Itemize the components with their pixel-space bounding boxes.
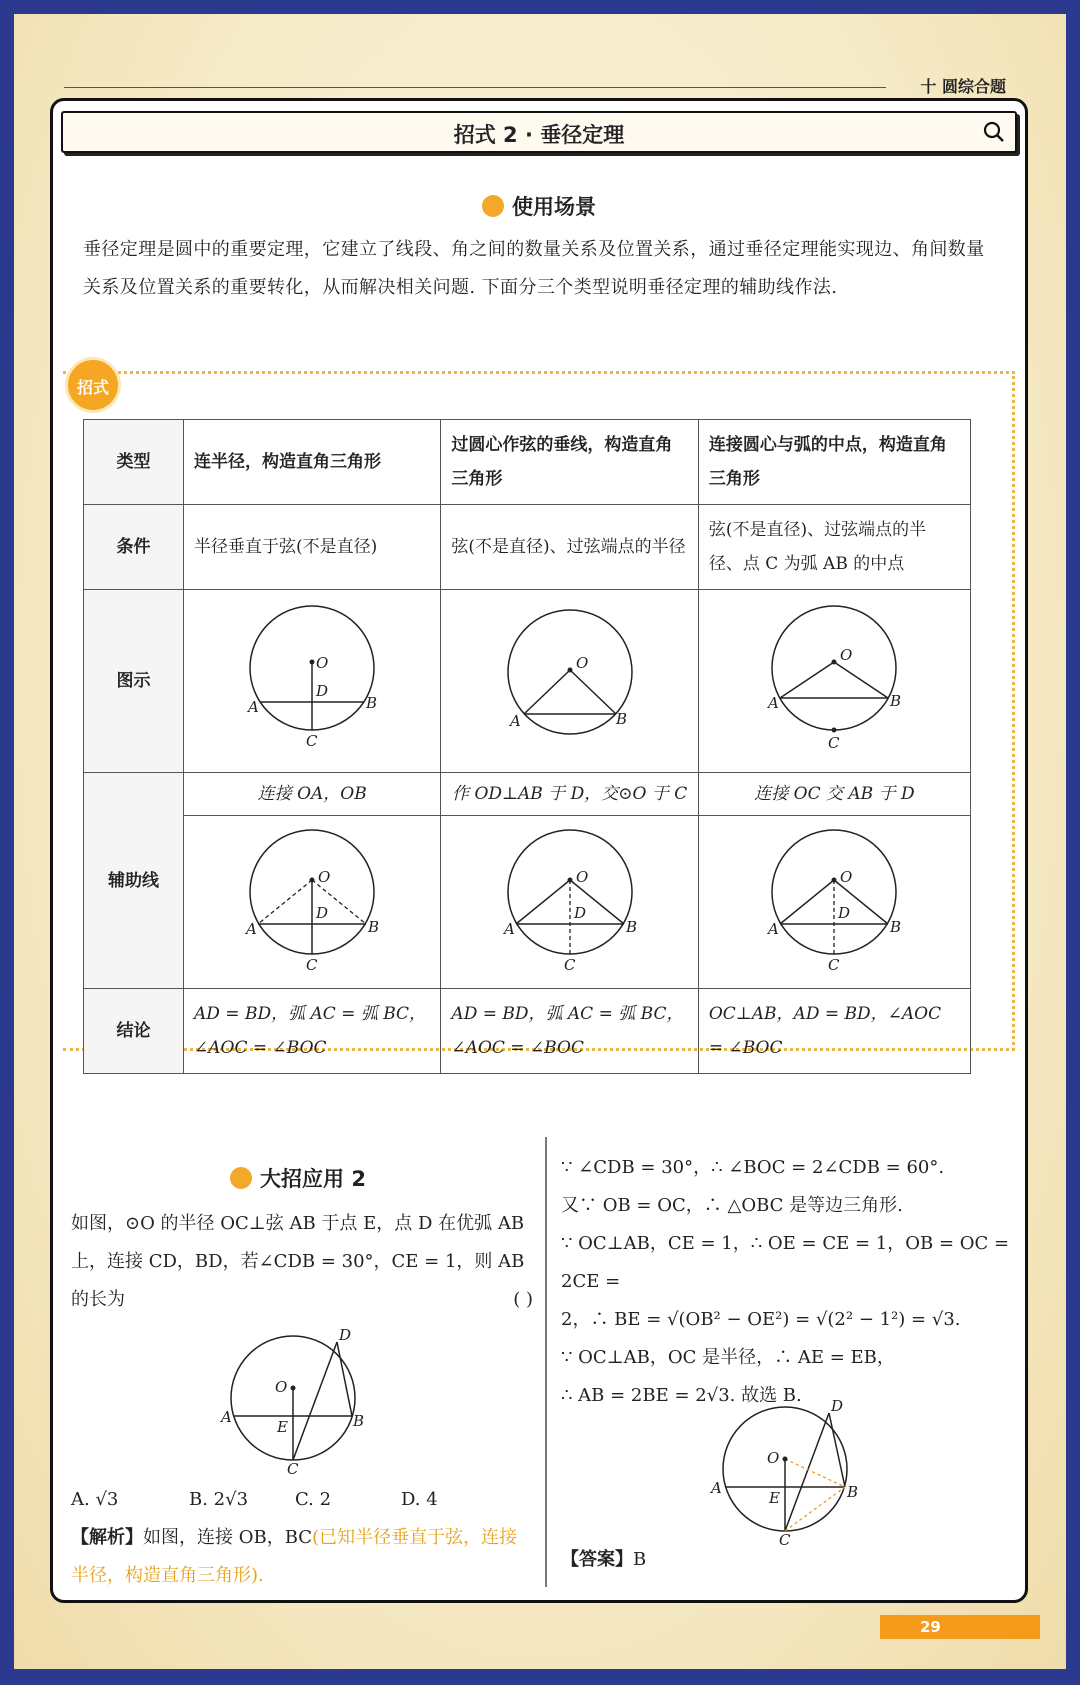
page-title: 招式 2 · 垂径定理 [453,123,625,147]
row-label: 图示 [84,590,184,773]
svg-text:A: A [221,1408,232,1426]
diagram-cell [698,816,970,989]
svg-text:B: B [890,692,902,710]
aux-caption: 作 OD⊥AB 于 D，交⊙O 于 C [441,773,698,816]
svg-text:E: E [769,1489,780,1507]
svg-text:D: D [316,904,329,922]
circle-diagram-2 [470,590,670,760]
method-badge: 招式 [65,357,121,413]
table-row [84,989,971,1074]
answer-parens: ( ) [513,1289,533,1310]
bullet-icon [482,195,504,217]
section-title: 十 圆综合题 [920,77,1006,96]
content-card [50,98,1028,1603]
problem-text: 如图，⊙O 的半径 OC⊥弦 AB 于点 E，点 D 在优弧 AB 上，连接 CD，BD，若∠CDB = 30°，CE = 1，则 AB 的长为 ( ) [71,1205,533,1319]
diagram-cell [441,590,698,773]
svg-text:B: B [890,918,902,936]
conclusion-cell: AD = BD，弧 AC = 弧 BC，∠AOC = ∠BOC [184,989,441,1074]
svg-text:O: O [575,654,588,672]
type-cell: 过圆心作弦的垂线，构造直角三角形 [441,420,698,505]
solution [561,1149,1021,1415]
type-cell: 连半径，构造直角三角形 [184,420,441,505]
page [14,14,1066,1669]
svg-text:A: A [768,694,780,712]
svg-text:A: A [503,920,515,938]
header-rule [64,87,886,88]
scene-paragraph: 垂径定理是圆中的重要定理，它建立了线段、角之间的数量关系及位置关系，通过垂径定理能实现边、角间数量关系及位置关系的重要转化，从而解决相关问题. 下面分三个类型说明垂径定理的辅助线作法. [83,239,985,298]
bullet-icon [230,1167,252,1189]
answer: 【答案】B [561,1549,647,1570]
column-divider [545,1137,547,1587]
svg-text:E: E [277,1418,288,1436]
condition-cell: 半径垂直于弦(不是直径) [184,505,441,590]
circle-diagram-3 [734,590,934,760]
aux-caption: 连接 OA，OB [184,773,441,816]
svg-text:C: C [828,956,840,974]
application-heading: 大招应用 2 [53,1163,543,1193]
svg-text:D: D [573,904,586,922]
svg-text:D: D [339,1326,352,1344]
svg-text:C: C [287,1460,299,1476]
svg-text:D: D [831,1397,844,1415]
solution-diagram [703,1397,883,1547]
svg-text:O: O [318,868,331,886]
svg-text:C: C [563,956,576,974]
solution-line: ∵ OC⊥AB，OC 是半径，∴ AE = EB， [561,1347,895,1368]
condition-cell: 弦(不是直径)、过弦端点的半径 [441,505,698,590]
diagram-cell [441,816,698,989]
aux-caption: 连接 OC 交 AB 于 D [698,773,970,816]
row-label: 辅助线 [84,773,184,989]
options [71,1481,531,1519]
option-b: B. 2√3 [189,1489,249,1510]
circle-diagram-1 [212,590,412,760]
svg-text:O: O [575,868,588,886]
svg-text:O: O [840,868,853,886]
solution-line: ∴ AB = 2BE = 2√3. 故选 B. [561,1385,802,1406]
svg-text:B: B [625,918,637,936]
table-row [84,590,971,773]
svg-text:O: O [767,1449,780,1467]
svg-text:C: C [779,1531,791,1547]
svg-text:B: B [353,1412,365,1430]
option-d: D. 4 [401,1489,438,1510]
solution-line: ∵ ∠CDB = 30°，∴ ∠BOC = 2∠CDB = 60°. [561,1157,945,1178]
svg-text:B: B [847,1483,859,1501]
problem-diagram [203,1326,393,1476]
svg-text:D: D [316,682,329,700]
svg-text:A: A [248,698,260,716]
row-label: 结论 [84,989,184,1074]
svg-text:B: B [368,918,380,936]
aux-diagram-2 [470,816,670,976]
svg-text:O: O [840,646,853,664]
option-c: C. 2 [295,1489,332,1510]
solution-line: ∵ OC⊥AB，CE = 1，∴ OE = CE = 1，OB = OC = 2CE = [561,1233,1010,1292]
solution-line: 又∵ OB = OC，∴ △OBC 是等边三角形. [561,1195,903,1216]
aux-diagram-3 [734,816,934,976]
svg-text:A: A [711,1479,722,1497]
svg-text:C: C [306,956,318,974]
svg-text:C: C [828,734,840,752]
svg-text:O: O [275,1378,288,1396]
analysis: 【解析】如图，连接 OB，BC(已知半径垂直于弦，连接半径，构造直角三角形). [71,1527,518,1586]
svg-text:O: O [316,654,329,672]
svg-text:D: D [838,904,851,922]
row-label: 类型 [84,420,184,505]
row-label: 条件 [84,505,184,590]
svg-text:C: C [306,732,318,750]
svg-text:A: A [509,712,521,730]
conclusion-cell: AD = BD，弧 AC = 弧 BC，∠AOC = ∠BOC [441,989,698,1074]
method-table [83,419,971,1074]
condition-cell: 弦(不是直径)、过弦端点的半径、点 C 为弧 AB 的中点 [698,505,970,590]
svg-text:B: B [366,694,378,712]
type-cell: 连接圆心与弧的中点，构造直角三角形 [698,420,970,505]
table-row [84,773,971,816]
title-bar [61,111,1017,153]
svg-text:A: A [768,920,780,938]
aux-diagram-1 [212,816,412,976]
search-icon [981,119,1007,145]
svg-text:B: B [615,710,627,728]
diagram-cell [184,816,441,989]
table-row [84,816,971,989]
option-a: A. √3 [71,1489,119,1510]
svg-text:A: A [246,920,258,938]
table-row [84,505,971,590]
table-row [84,420,971,505]
solution-line: 2，∴ BE = √(OB² − OE²) = √(2² − 1²) = √3. [561,1309,961,1330]
diagram-cell [698,590,970,773]
diagram-cell [184,590,441,773]
page-number: 29 [880,1615,1040,1639]
scene-heading: 使用场景 [53,191,1025,221]
conclusion-cell: OC⊥AB，AD = BD，∠AOC = ∠BOC [698,989,970,1074]
